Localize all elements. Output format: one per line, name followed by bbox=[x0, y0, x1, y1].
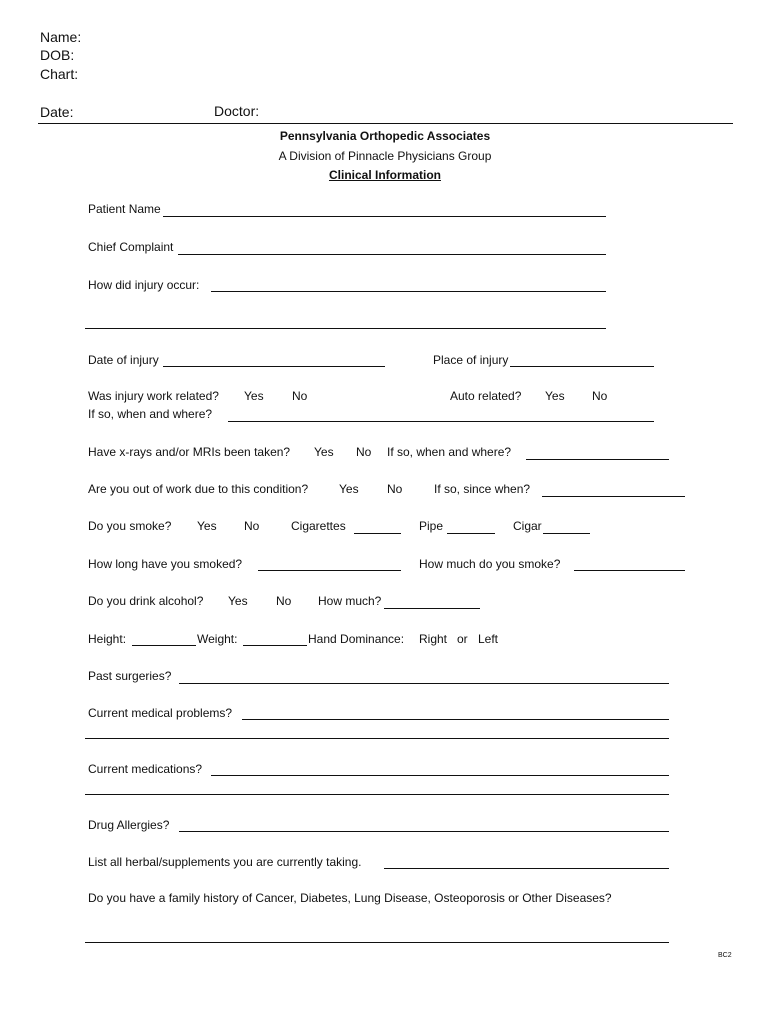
family-history-label: Do you have a family history of Cancer, Diabetes, Lung Disease, Osteoporosis or Other Diseases? bbox=[88, 891, 612, 905]
injury-date-label: Date of injury bbox=[88, 353, 159, 367]
xrays-yes[interactable]: Yes bbox=[314, 445, 334, 459]
work-related-label: Was injury work related? bbox=[88, 389, 219, 403]
injury-how-label: How did injury occur: bbox=[88, 278, 200, 292]
drug-allergies-label: Drug Allergies? bbox=[88, 818, 170, 832]
auto-related-no[interactable]: No bbox=[592, 389, 608, 403]
out-of-work-yes[interactable]: Yes bbox=[339, 482, 359, 496]
height-line[interactable] bbox=[132, 645, 196, 646]
medications-label: Current medications? bbox=[88, 762, 203, 776]
past-surgeries-label: Past surgeries? bbox=[88, 669, 172, 683]
dob-label: DOB: bbox=[40, 47, 75, 63]
hand-dominance-label: Hand Dominance: bbox=[308, 632, 405, 646]
medical-problems-label: Current medical problems? bbox=[88, 706, 233, 720]
past-surgeries-line[interactable] bbox=[179, 683, 669, 684]
family-history-line[interactable] bbox=[85, 942, 669, 943]
medical-problems-line-2[interactable] bbox=[85, 738, 669, 739]
medications-line[interactable] bbox=[211, 775, 669, 776]
name-label: Name: bbox=[40, 29, 82, 45]
how-much-label: How much? bbox=[318, 594, 382, 608]
form-code: BC2 bbox=[718, 952, 732, 959]
form-title: Clinical Information bbox=[328, 168, 441, 182]
work-related-yes[interactable]: Yes bbox=[244, 389, 264, 403]
weight-line[interactable] bbox=[243, 645, 307, 646]
height-label: Height: bbox=[88, 632, 127, 646]
drug-allergies-line[interactable] bbox=[179, 831, 669, 832]
xrays-no[interactable]: No bbox=[356, 445, 372, 459]
since-when-label: If so, since when? bbox=[434, 482, 531, 496]
smoke-label: Do you smoke? bbox=[88, 519, 172, 533]
drink-alcohol-label: Do you drink alcohol? bbox=[88, 594, 204, 608]
patient-name-label: Patient Name bbox=[88, 202, 161, 216]
how-much-smoke-label: How much do you smoke? bbox=[419, 557, 561, 571]
injury-place-label: Place of injury bbox=[433, 353, 509, 367]
chief-complaint-label: Chief Complaint bbox=[88, 240, 174, 254]
date-label: Date: bbox=[40, 104, 74, 120]
hand-or: or bbox=[457, 632, 468, 646]
smoke-no[interactable]: No bbox=[244, 519, 260, 533]
chief-complaint-line[interactable] bbox=[178, 254, 606, 255]
auto-related-yes[interactable]: Yes bbox=[545, 389, 565, 403]
work-related-no[interactable]: No bbox=[292, 389, 308, 403]
injury-place-line[interactable] bbox=[510, 366, 654, 367]
org-division: A Division of Pinnacle Physicians Group bbox=[278, 149, 492, 163]
auto-related-label: Auto related? bbox=[450, 389, 522, 403]
cigar-line[interactable] bbox=[543, 533, 590, 534]
xrays-where-label: If so, when and where? bbox=[387, 445, 512, 459]
pipe-label: Pipe bbox=[419, 519, 444, 533]
out-of-work-label: Are you out of work due to this condition? bbox=[88, 482, 309, 496]
medications-line-2[interactable] bbox=[85, 794, 669, 795]
cigarettes-line[interactable] bbox=[354, 533, 401, 534]
xrays-label: Have x-rays and/or MRIs been taken? bbox=[88, 445, 291, 459]
how-much-smoke-line[interactable] bbox=[574, 570, 685, 571]
cigarettes-label: Cigarettes bbox=[291, 519, 346, 533]
injury-date-line[interactable] bbox=[163, 366, 385, 367]
pipe-line[interactable] bbox=[447, 533, 495, 534]
cigar-label: Cigar bbox=[513, 519, 542, 533]
how-long-smoked-line[interactable] bbox=[258, 570, 401, 571]
supplements-label: List all herbal/supplements you are currently taking. bbox=[88, 855, 362, 869]
hand-right[interactable]: Right bbox=[419, 632, 448, 646]
alcohol-no[interactable]: No bbox=[276, 594, 292, 608]
supplements-line[interactable] bbox=[384, 868, 669, 869]
out-of-work-no[interactable]: No bbox=[387, 482, 403, 496]
doctor-label: Doctor: bbox=[214, 103, 260, 119]
header-divider bbox=[38, 123, 733, 124]
injury-how-line[interactable] bbox=[211, 291, 606, 292]
chart-label: Chart: bbox=[40, 66, 79, 82]
alcohol-yes[interactable]: Yes bbox=[228, 594, 248, 608]
how-long-smoked-label: How long have you smoked? bbox=[88, 557, 243, 571]
hand-left[interactable]: Left bbox=[478, 632, 499, 646]
weight-label: Weight: bbox=[197, 632, 238, 646]
since-when-line[interactable] bbox=[542, 496, 685, 497]
medical-problems-line[interactable] bbox=[242, 719, 669, 720]
patient-name-line[interactable] bbox=[163, 216, 606, 217]
xrays-where-line[interactable] bbox=[526, 459, 669, 460]
how-much-line[interactable] bbox=[384, 608, 480, 609]
injury-how-line-2[interactable] bbox=[85, 328, 606, 329]
org-name: Pennsylvania Orthopedic Associates bbox=[279, 129, 491, 143]
when-where-line[interactable] bbox=[228, 421, 654, 422]
when-where-label: If so, when and where? bbox=[88, 407, 213, 421]
smoke-yes[interactable]: Yes bbox=[197, 519, 217, 533]
